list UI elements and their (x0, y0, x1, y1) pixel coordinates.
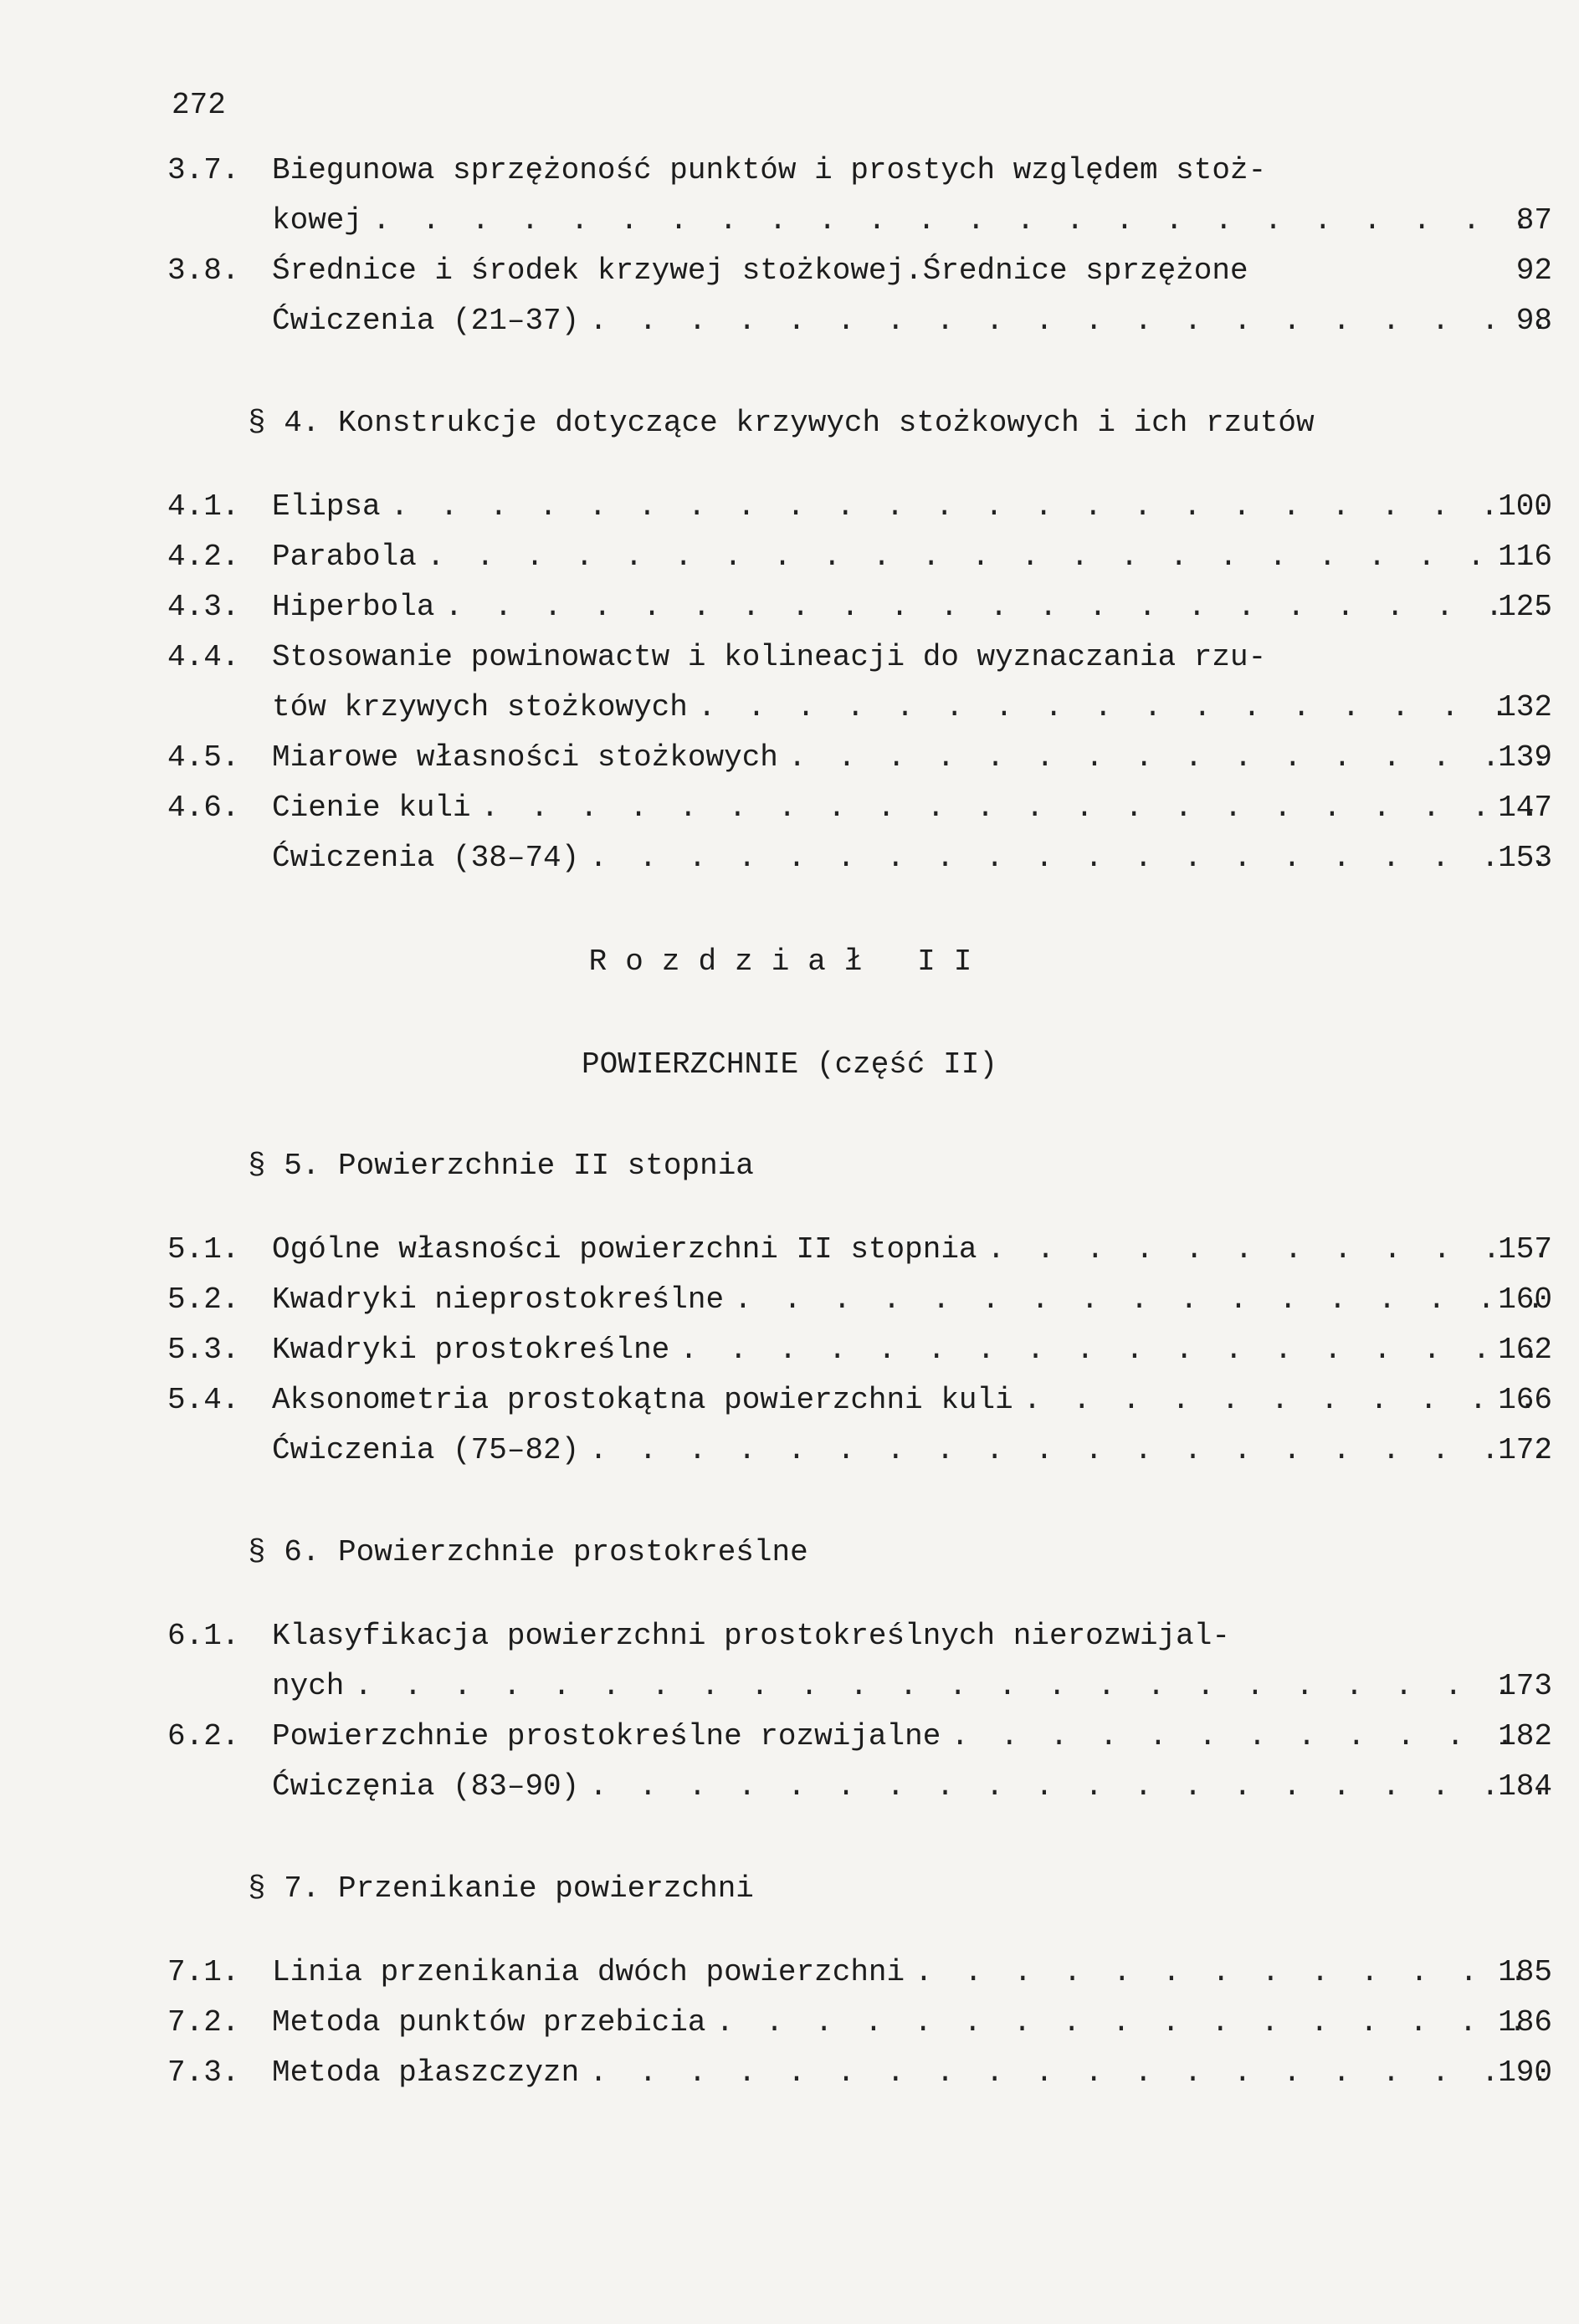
dot-leader (589, 833, 1544, 883)
dot-leader (372, 196, 1544, 246)
entry-title: Ćwiczęnia (83–90) (272, 1769, 580, 1804)
dot-leader (589, 1762, 1544, 1812)
entry-page: 157 (1498, 1232, 1552, 1267)
entry-title-leader (272, 683, 1544, 733)
entry-number: 3.8. (167, 253, 240, 288)
entry-title-leader (272, 1712, 1544, 1762)
dot-leader (589, 1426, 1544, 1476)
entry-page: 98 (1515, 304, 1552, 338)
toc-entry-4-2 (167, 532, 1552, 582)
toc-entry-4-6 (167, 783, 1552, 833)
toc-entry-4-4 (167, 632, 1552, 683)
toc-entry-3-7 (167, 146, 1552, 196)
entry-title: nych (272, 1669, 345, 1703)
entry-page: 172 (1498, 1433, 1552, 1467)
entry-title: Średnice i środek krzywej stożkowej.Średnice sprzężone (272, 253, 1248, 288)
toc-entry-exercises-83-90 (167, 1762, 1552, 1812)
entry-number: 4.4. (167, 640, 240, 674)
entry-page: 132 (1498, 690, 1552, 724)
chapter-title: POWIERZCHNIE (część II) (582, 1047, 997, 1082)
entry-title-leader (272, 1325, 1544, 1375)
dot-leader (391, 482, 1544, 532)
section-heading-7: § 7. Przenikanie powierzchni (248, 1871, 754, 1906)
entry-page: 173 (1498, 1669, 1552, 1703)
entry-title: Klasyfikacja powierzchni prostokreślnych nierozwijal- (272, 1619, 1230, 1653)
dot-leader (715, 1998, 1544, 2048)
entry-title: tów krzywych stożkowych (272, 690, 688, 724)
entry-page: 153 (1498, 841, 1552, 875)
entry-number: 7.2. (167, 2005, 240, 2040)
section-heading-4: § 4. Konstrukcje dotyczące krzywych stożkowych i ich rzutów (248, 406, 1315, 440)
toc-entry-6-1-cont (167, 1661, 1552, 1712)
entry-page: 116 (1498, 540, 1552, 574)
entry-number: 7.1. (167, 1955, 240, 1989)
entry-title-leader (272, 196, 1544, 246)
toc-entry-exercises-38-74 (167, 833, 1552, 883)
entry-title: Powierzchnie prostokreślne rozwijalne (272, 1719, 941, 1753)
toc-entry-3-7-cont (167, 196, 1552, 246)
toc-entry-5-1 (167, 1225, 1552, 1275)
entry-title-leader (272, 1998, 1544, 2048)
entry-title-leader (272, 296, 1544, 346)
entry-title: Ćwiczenia (21–37) (272, 304, 580, 338)
toc-entry-4-3 (167, 582, 1552, 632)
entry-title-leader (272, 482, 1544, 532)
entry-title: Ogólne własności powierzchni II stopnia (272, 1232, 977, 1267)
page-number: 272 (172, 88, 226, 122)
toc-entry-5-4 (167, 1375, 1552, 1426)
entry-title: Kwadryki nieprostokreślne (272, 1282, 725, 1317)
toc-entry-5-2 (167, 1275, 1552, 1325)
section-heading-5: § 5. Powierzchnie II stopnia (248, 1149, 754, 1183)
entry-title-leader (272, 783, 1544, 833)
toc-entry-4-1 (167, 482, 1552, 532)
toc-entry-exercises-21-37 (167, 296, 1552, 346)
dot-leader (589, 296, 1544, 346)
entry-title: Cienie kuli (272, 791, 471, 825)
entry-title-leader (272, 1375, 1544, 1426)
entry-page: 162 (1498, 1333, 1552, 1367)
entry-number: 4.5. (167, 740, 240, 775)
entry-number: 4.3. (167, 590, 240, 624)
toc-entry-3-8 (167, 246, 1552, 296)
chapter-label: Rozdział II (588, 944, 991, 979)
dot-leader (951, 1712, 1544, 1762)
entry-number: 7.3. (167, 2055, 240, 2090)
entry-page: 87 (1515, 203, 1552, 238)
entry-title-leader (272, 1426, 1544, 1476)
toc-entry-7-1 (167, 1948, 1552, 1998)
entry-title: Ćwiczenia (75–82) (272, 1433, 580, 1467)
dot-leader (698, 683, 1544, 733)
entry-title-leader (272, 2048, 1544, 2098)
entry-title: Parabola (272, 540, 417, 574)
entry-title-leader (272, 1275, 1544, 1325)
entry-number: 5.1. (167, 1232, 240, 1267)
dot-leader (788, 733, 1544, 783)
dot-leader (915, 1948, 1544, 1998)
entry-page: 160 (1498, 1282, 1552, 1317)
entry-page: 185 (1498, 1955, 1552, 1989)
entry-page: 100 (1498, 489, 1552, 524)
entry-number: 3.7. (167, 153, 240, 187)
entry-title: Ćwiczenia (38–74) (272, 841, 580, 875)
dot-leader (427, 532, 1544, 582)
entry-title: Biegunowa sprzężoność punktów i prostych względem stoż- (272, 153, 1267, 187)
entry-page: 139 (1498, 740, 1552, 775)
entry-number: 6.1. (167, 1619, 240, 1653)
toc-entry-4-5 (167, 733, 1552, 783)
entry-title-leader (272, 1948, 1544, 1998)
dot-leader (481, 783, 1544, 833)
entry-number: 4.6. (167, 791, 240, 825)
entry-title-leader (272, 1661, 1544, 1712)
entry-page: 186 (1498, 2005, 1552, 2040)
toc-entry-exercises-75-82 (167, 1426, 1552, 1476)
entry-title-leader (272, 1225, 1544, 1275)
dot-leader (354, 1661, 1544, 1712)
entry-page: 92 (1515, 253, 1552, 288)
entry-page: 166 (1498, 1383, 1552, 1417)
section-heading-6: § 6. Powierzchnie prostokreślne (248, 1535, 808, 1569)
entry-title: Elipsa (272, 489, 381, 524)
entry-title: Metoda płaszczyzn (272, 2055, 580, 2090)
entry-title: Linia przenikania dwóch powierzchni (272, 1955, 905, 1989)
entry-number: 4.1. (167, 489, 240, 524)
entry-title: kowej (272, 203, 363, 238)
dot-leader (734, 1275, 1544, 1325)
entry-page: 190 (1498, 2055, 1552, 2090)
entry-number: 4.2. (167, 540, 240, 574)
toc-entry-6-2 (167, 1712, 1552, 1762)
entry-number: 5.3. (167, 1333, 240, 1367)
entry-number: 5.4. (167, 1383, 240, 1417)
dot-leader (679, 1325, 1544, 1375)
entry-page: 184 (1498, 1769, 1552, 1804)
entry-title: Aksonometria prostokątna powierzchni kuli (272, 1383, 1013, 1417)
entry-title: Hiperbola (272, 590, 435, 624)
entry-title: Kwadryki prostokreślne (272, 1333, 670, 1367)
entry-number: 5.2. (167, 1282, 240, 1317)
toc-entry-7-2 (167, 1998, 1552, 2048)
dot-leader (444, 582, 1544, 632)
entry-page: 147 (1498, 791, 1552, 825)
entry-title-leader (272, 532, 1544, 582)
entry-title-leader (272, 1762, 1544, 1812)
entry-title: Stosowanie powinowactw i kolineacji do wyznaczania rzu- (272, 640, 1267, 674)
entry-title-leader (272, 733, 1544, 783)
entry-title: Metoda punktów przebicia (272, 2005, 706, 2040)
toc-entry-4-4-cont (167, 683, 1552, 733)
dot-leader (589, 2048, 1544, 2098)
entry-number: 6.2. (167, 1719, 240, 1753)
entry-title-leader (272, 582, 1544, 632)
toc-entry-7-3 (167, 2048, 1552, 2098)
toc-entry-6-1 (167, 1611, 1552, 1661)
entry-page: 125 (1498, 590, 1552, 624)
toc-entry-5-3 (167, 1325, 1552, 1375)
entry-title-leader (272, 833, 1544, 883)
entry-page: 182 (1498, 1719, 1552, 1753)
entry-title: Miarowe własności stożkowych (272, 740, 778, 775)
